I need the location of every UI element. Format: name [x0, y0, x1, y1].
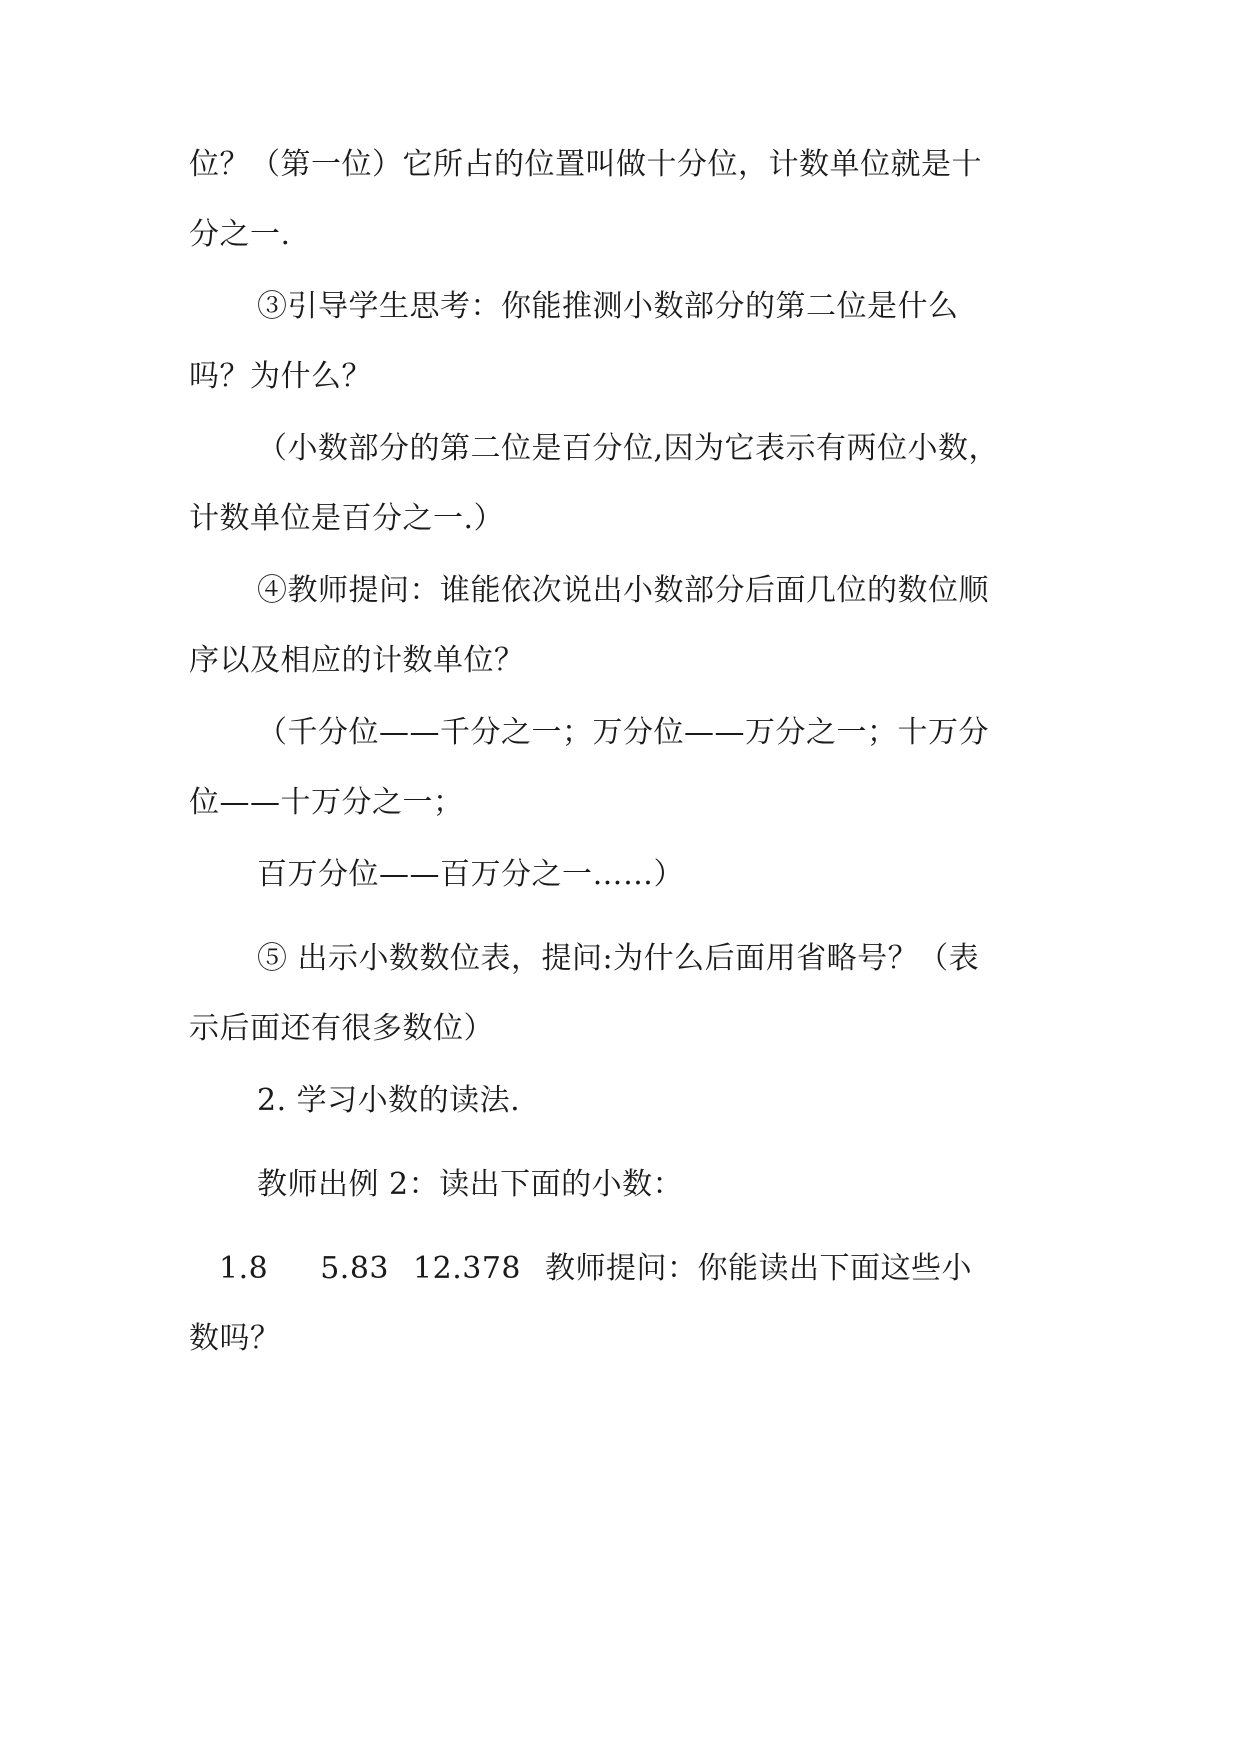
example-number: 12.378: [413, 1251, 521, 1286]
text-line: 位——十万分之一；: [189, 785, 464, 820]
text-line: （小数部分的第二位是百分位,因为它表示有两位小数，: [257, 431, 1000, 466]
paragraph-place-value-table: [189, 924, 1059, 1064]
text-line: 分之一.: [189, 217, 291, 252]
paragraph-reading-heading: [189, 1066, 1059, 1136]
text-line: （千分位——千分之一；万分位——万分之一；十万分: [257, 715, 989, 750]
text-line: 计数单位是百分之一.）: [189, 501, 505, 536]
paragraph-tenths-place: [189, 130, 1059, 270]
section-heading: 2. 学习小数的读法.: [257, 1083, 521, 1118]
text-line: 百万分位——百万分之一……）: [257, 857, 684, 892]
text-line: ⑤ 出示小数数位表，提问:为什么后面用省略号？（表: [257, 941, 980, 976]
example-number: 1.8: [219, 1251, 269, 1286]
paragraph-millionths: [189, 840, 1059, 910]
text-line: 吗？为什么？: [189, 359, 372, 394]
text-line: ③引导学生思考：你能推测小数部分的第二位是什么: [257, 289, 959, 324]
paragraph-teacher-question: [189, 556, 1059, 696]
paragraph-place-values: [189, 698, 1059, 838]
text-line: 数吗？: [189, 1321, 281, 1356]
paragraph-example-2: [189, 1150, 1059, 1220]
text-line: 位？（第一位）它所占的位置叫做十分位，计数单位就是十: [189, 147, 982, 182]
paragraph-hundredths-answer: [189, 414, 1059, 554]
example-number: 5.83: [320, 1251, 390, 1286]
text-line: 教师出例 2：读出下面的小数：: [257, 1167, 684, 1202]
text-line: 序以及相应的计数单位？: [189, 643, 525, 678]
text-line: 教师提问：你能读出下面这些小: [545, 1251, 972, 1286]
text-line: 示后面还有很多数位）: [189, 1011, 494, 1046]
paragraph-guide-question: [189, 272, 1059, 412]
paragraph-example-numbers: [189, 1234, 1059, 1374]
numbers-line: [189, 1234, 1059, 1304]
text-line: ④教师提问：谁能依次说出小数部分后面几位的数位顺: [257, 573, 989, 608]
